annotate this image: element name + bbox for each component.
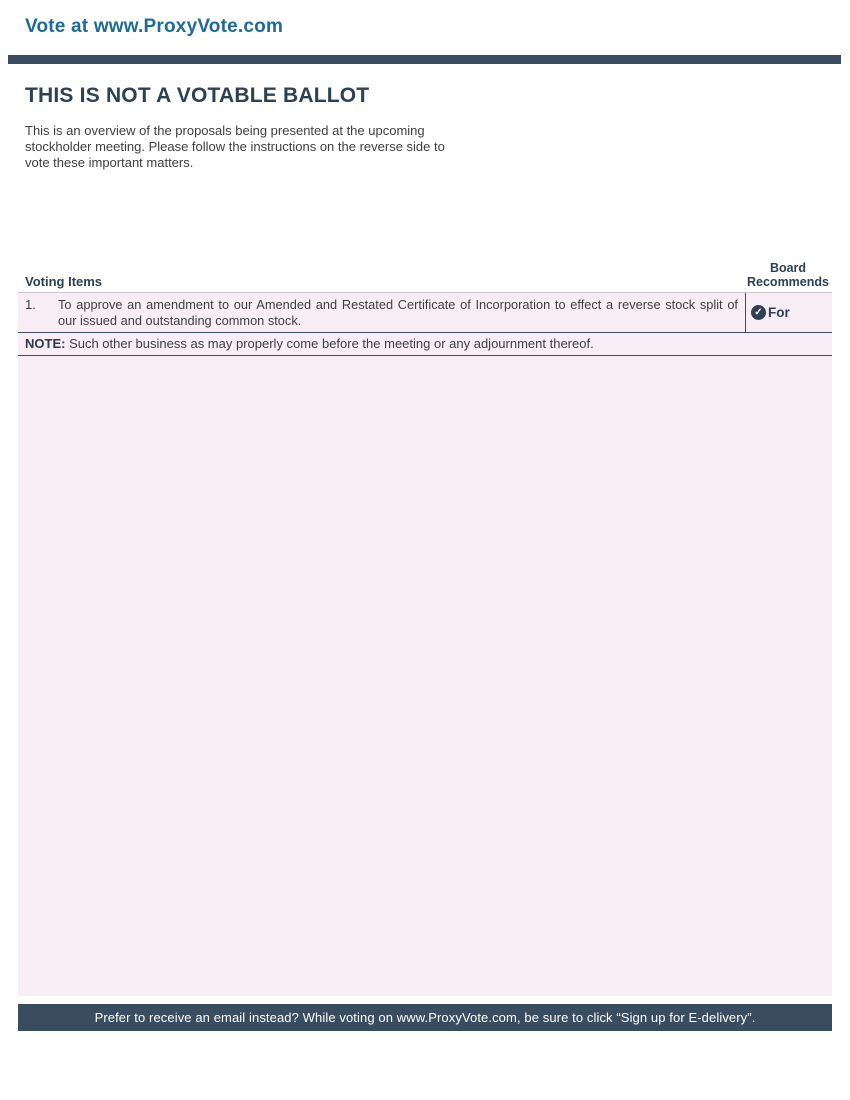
note-label: NOTE: [25, 336, 66, 351]
board-recommends-header: Board Recommends [747, 261, 829, 289]
table-row-proposal-1 [18, 292, 832, 333]
check-circle-icon: ✓ [751, 305, 766, 320]
proxyvote-url-title: Vote at www.ProxyVote.com [25, 16, 284, 37]
table-row-note [18, 333, 832, 356]
voting-items-table [18, 292, 832, 996]
proposal-number: 1. [25, 297, 36, 312]
ballot-blank-panel [18, 356, 832, 996]
overview-paragraph: This is an overview of the proposals being presented at the upcoming stockholder meeting. Please follow the instructions on the reverse side to vote these important matters. [25, 123, 445, 170]
voting-items-header: Voting Items [25, 274, 103, 289]
recommendation-value: For [768, 305, 790, 320]
note-text: Such other business as may properly come before the meeting or any adjournment thereof. [65, 336, 594, 351]
header-divider-bar [8, 55, 841, 64]
edelivery-footer-banner: Prefer to receive an email instead? While voting on www.ProxyVote.com, be sure to click “Sign up for E-delivery”. [18, 1004, 832, 1031]
board-recommendation-cell [745, 293, 832, 332]
proposal-text: To approve an amendment to our Amended and Restated Certificate of Incorporation to effect a reverse stock split of our issued and outstanding common stock. [58, 297, 738, 328]
not-votable-heading: THIS IS NOT A VOTABLE BALLOT [25, 84, 370, 107]
